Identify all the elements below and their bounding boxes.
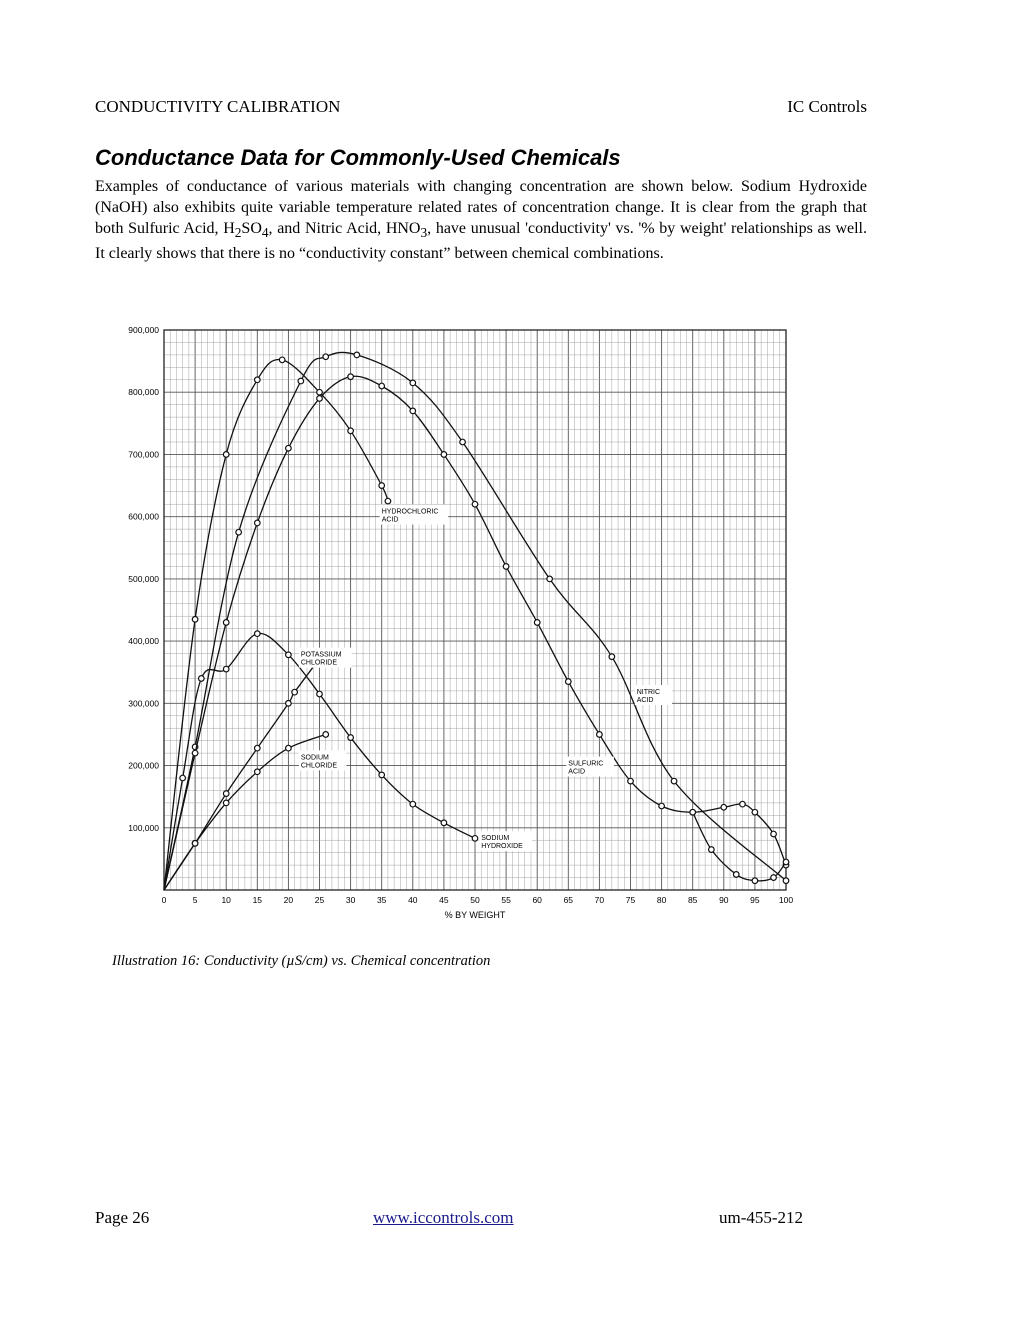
data-point: [348, 374, 354, 380]
data-point: [236, 529, 242, 535]
data-point: [379, 383, 385, 389]
y-tick-label: 200,000: [128, 760, 159, 771]
data-point: [410, 408, 416, 414]
data-point: [255, 745, 261, 751]
x-tick-label: 10: [221, 895, 231, 905]
data-point: [752, 878, 758, 884]
x-tick-label: 45: [439, 895, 449, 905]
data-point: [460, 439, 466, 445]
data-point: [441, 820, 447, 826]
chart-grid: [164, 330, 786, 890]
x-tick-label: 15: [252, 895, 263, 905]
data-point: [255, 631, 261, 637]
series-label: HYDROCHLORIC: [381, 508, 439, 516]
series-label: CHLORIDE: [300, 762, 338, 770]
header-section-title: CONDUCTIVITY CALIBRATION: [95, 97, 341, 116]
data-point: [628, 778, 634, 784]
data-point: [223, 666, 229, 672]
x-tick-label: 60: [532, 895, 542, 905]
series-label: SODIUM: [481, 835, 510, 843]
paragraph-text-3: , and Nitric Acid, HNO: [268, 220, 421, 237]
data-point: [379, 483, 385, 489]
data-point: [534, 620, 540, 626]
data-point: [441, 452, 447, 458]
x-tick-label: 65: [563, 895, 574, 905]
data-point: [348, 735, 354, 741]
footer-document-id: um-455-212: [719, 1208, 804, 1227]
data-point: [379, 772, 385, 778]
data-point: [566, 679, 572, 685]
data-point: [317, 691, 323, 697]
series-label: ACID: [636, 697, 654, 704]
data-point: [472, 501, 478, 507]
data-point: [385, 498, 391, 504]
data-point: [323, 354, 329, 360]
x-tick-label: 100: [778, 895, 794, 905]
data-point: [292, 689, 298, 695]
data-point: [354, 352, 360, 358]
data-point: [286, 701, 292, 707]
data-point: [192, 617, 198, 623]
data-point: [323, 732, 329, 738]
y-tick-label: 300,000: [128, 698, 159, 709]
body-paragraph: [95, 176, 867, 264]
x-tick-label: 75: [625, 895, 636, 905]
y-tick-label: 100,000: [128, 822, 159, 833]
section-title: Conductance Data for Commonly-Used Chemicals: [95, 145, 621, 170]
y-tick-label: 400,000: [128, 636, 159, 647]
data-point: [690, 809, 696, 815]
header-company: IC Controls: [787, 97, 867, 116]
data-point: [180, 775, 186, 781]
data-point: [286, 652, 292, 658]
x-axis-label: % BY WEIGHT: [444, 910, 506, 920]
data-point: [709, 847, 715, 853]
data-point: [317, 396, 323, 402]
series-label: CHLORIDE: [300, 659, 338, 667]
data-point: [255, 377, 261, 383]
x-tick-label: 25: [314, 895, 325, 905]
series-label: SODIUM: [300, 754, 329, 762]
data-point: [721, 804, 727, 810]
x-tick-label: 90: [719, 895, 729, 905]
data-point: [410, 380, 416, 386]
data-point: [223, 800, 229, 806]
data-point: [733, 872, 739, 878]
data-point: [223, 620, 229, 626]
subscript-2: 4: [261, 225, 269, 241]
y-tick-label: 800,000: [128, 387, 159, 398]
series-label: SULFURIC: [568, 760, 604, 768]
data-point: [348, 428, 354, 434]
x-tick-label: 35: [376, 895, 387, 905]
footer-page-number: Page 26: [95, 1208, 150, 1227]
data-point: [597, 732, 603, 738]
y-tick-label: 700,000: [128, 449, 159, 460]
data-point: [192, 750, 198, 756]
paragraph-text-4: , have unusual 'conductivity' vs. '% by weight' relationships as well. It clearly shows that there is no “conductivity constant” between chemical combinations.: [95, 220, 868, 263]
figure-caption: Illustration 16: Conductivity (µS/cm) vs. Chemical concentration: [112, 953, 491, 969]
x-tick-label: 30: [345, 895, 356, 905]
x-tick-label: 80: [656, 895, 667, 905]
data-point: [255, 520, 261, 526]
x-tick-label: 95: [750, 895, 760, 905]
y-tick-label: 900,000: [128, 325, 159, 335]
chart-labels: [299, 505, 672, 852]
x-tick-label: 50: [470, 895, 480, 905]
data-point: [317, 389, 323, 395]
series-label: ACID: [381, 516, 399, 524]
x-tick-label: 0: [161, 895, 167, 905]
series-label: POTASSIUM: [300, 651, 342, 659]
paragraph-text-1: Examples of conductance of various materials with changing concentration are shown below. Sodium Hydroxide (NaOH) also exhibits quite variable temperature related rates of concentration change. It is clear from the graph that both Sulfuric Acid, H: [95, 178, 867, 237]
series-label: HYDROXIDE: [481, 843, 523, 851]
data-point: [671, 778, 677, 784]
data-point: [298, 378, 304, 384]
data-point: [783, 878, 789, 884]
y-tick-label: 600,000: [128, 511, 159, 522]
data-point: [752, 809, 758, 815]
x-tick-label: 85: [687, 895, 698, 905]
subscript-1: 2: [234, 225, 242, 241]
data-point: [255, 769, 261, 775]
data-point: [223, 791, 229, 797]
data-point: [547, 576, 553, 582]
data-point: [609, 654, 615, 660]
data-point: [771, 875, 777, 881]
data-point: [783, 859, 789, 865]
x-tick-label: 70: [594, 895, 605, 905]
subscript-3: 3: [420, 225, 428, 241]
data-point: [279, 357, 285, 363]
data-point: [771, 831, 777, 837]
data-point: [503, 564, 509, 570]
data-point: [192, 841, 198, 847]
data-point: [410, 801, 416, 807]
conductivity-chart: [110, 318, 810, 928]
data-point: [472, 836, 478, 842]
data-point: [199, 676, 205, 682]
data-point: [740, 801, 746, 807]
series-label: NITRIC: [636, 689, 661, 696]
series-line: [693, 812, 786, 881]
paragraph-text-2: SO: [241, 220, 262, 237]
x-tick-label: 55: [501, 895, 511, 905]
data-point: [286, 445, 292, 451]
x-tick-label: 20: [283, 895, 294, 905]
series-label: ACID: [568, 768, 586, 776]
data-point: [223, 452, 229, 458]
data-point: [659, 803, 665, 809]
x-tick-label: 40: [408, 895, 418, 905]
x-tick-label: 5: [192, 895, 198, 905]
data-point: [286, 745, 292, 751]
footer-website-link[interactable]: www.iccontrols.com: [373, 1208, 514, 1227]
y-tick-label: 500,000: [128, 573, 159, 584]
